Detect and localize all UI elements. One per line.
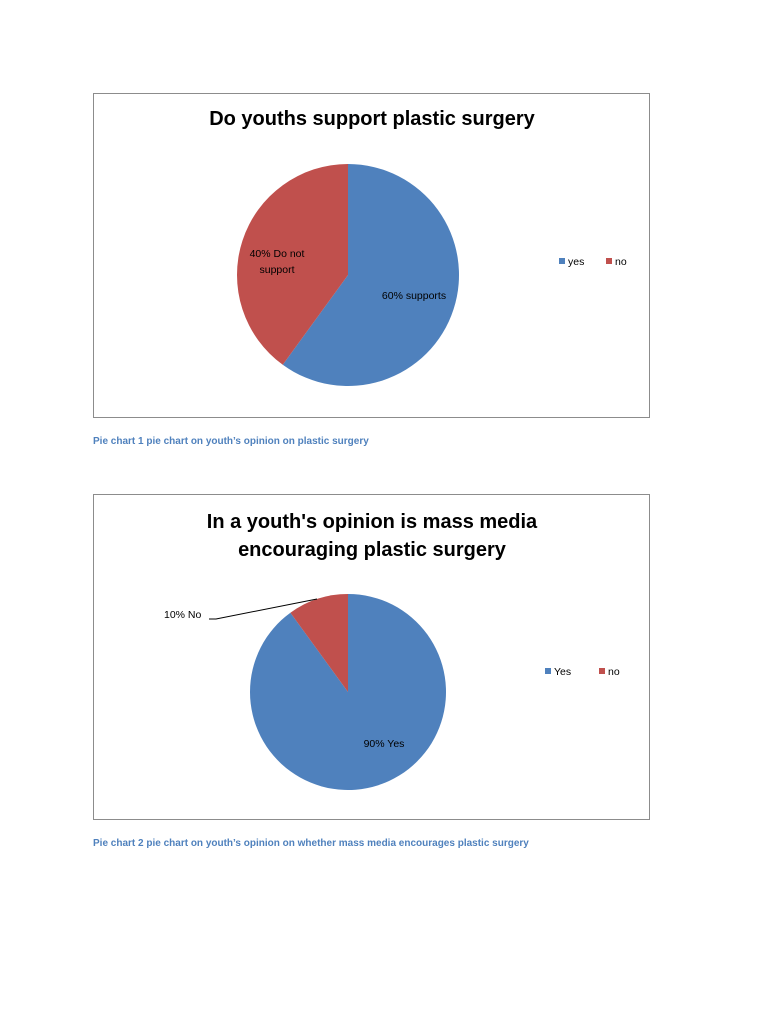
chart-1-label-yes: 60% supports — [381, 290, 447, 302]
chart-2-caption: Pie chart 2 pie chart on youth’s opinion on whether mass media encourages plastic surgery — [93, 838, 529, 849]
chart-1-legend — [559, 256, 627, 268]
chart-1-label-no-line1: 40% Do not — [249, 248, 305, 260]
chart-2-title-line2: encouraging plastic surgery — [238, 539, 506, 561]
chart-2-legend — [545, 666, 620, 678]
legend-swatch-yes — [545, 668, 551, 674]
chart-1-frame — [93, 93, 650, 418]
legend-label-no: no — [615, 256, 627, 268]
pie-chart-youth-support — [94, 94, 651, 419]
chart-2-label-yes: 90% Yes — [363, 738, 405, 750]
chart-1-caption: Pie chart 1 pie chart on youth’s opinion on plastic surgery — [93, 436, 369, 447]
legend-swatch-yes — [559, 258, 565, 264]
chart-2-title-line1: In a youth's opinion is mass media — [206, 511, 538, 533]
legend-label-no: no — [608, 666, 620, 678]
legend-swatch-no — [606, 258, 612, 264]
legend-swatch-no — [599, 668, 605, 674]
chart-2-frame — [93, 494, 650, 820]
chart-1-label-no-line2: support — [259, 264, 295, 276]
legend-label-yes: yes — [568, 256, 585, 268]
legend-label-yes: Yes — [554, 666, 572, 678]
chart-2-slices — [250, 594, 446, 790]
chart-2-label-no: 10% No — [164, 609, 202, 621]
pie-chart-media-encouraging — [94, 495, 651, 821]
chart-1-title: Do youths support plastic surgery — [209, 108, 535, 130]
